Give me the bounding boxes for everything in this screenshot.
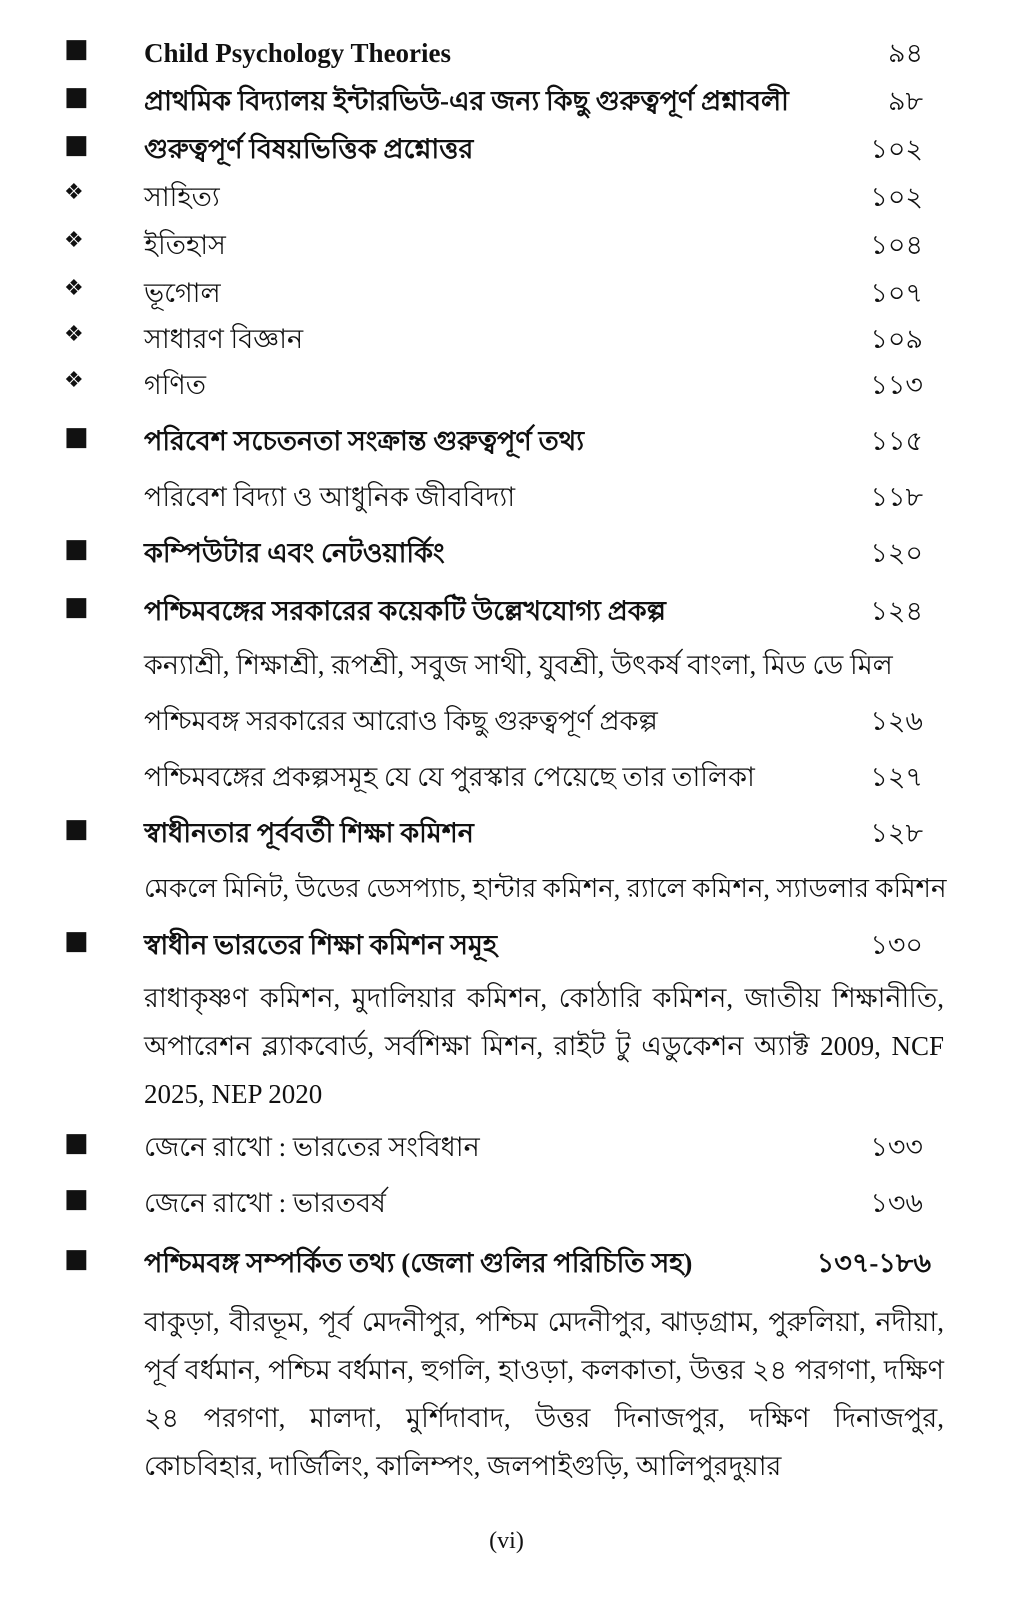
toc-entry-title: প্রাথমিক বিদ্যালয় ইন্টারভিউ-এর জন্য কিছু গুরুত্বপূর্ণ প্রশ্নাবলী: [144, 86, 789, 116]
toc-entry-page: ১২৪: [870, 596, 923, 626]
square-bullet-icon: ■: [64, 592, 89, 622]
toc-entry-page: ১০৪: [870, 230, 923, 260]
toc-entry-page: ৯৮: [887, 86, 923, 116]
toc-entry-title: সাহিত্য: [144, 182, 220, 212]
diamond-bullet-icon: ❖: [64, 180, 84, 205]
toc-entry-page: ১০৭: [870, 278, 923, 308]
toc-entry-title: মেকলে মিনিট, উডের ডেসপ্যাচ, হান্টার কমিশন, র‍্যালে কমিশন, স্যাডলার কমিশন: [144, 874, 947, 903]
commissions-list: রাধাকৃষ্ণণ কমিশন, মুদালিয়ার কমিশন, কোঠারি কমিশন, জাতীয় শিক্ষানীতি, অপারেশন ব্ল্যাকবোর্ড, সর্বশিক্ষা মিশন, রাইট টু এডুকেশন অ্যাক্ট 2009, NCF 2025, NEP 2020: [144, 983, 944, 1109]
toc-entry-title: জেনে রাখো : ভারতবর্ষ: [144, 1188, 386, 1218]
toc-entry-page: ১১৩: [870, 370, 923, 400]
toc-entry-title: কন্যাশ্রী, শিক্ষাশ্রী, রূপশ্রী, সবুজ সাথী, যুবশ্রী, উৎকর্ষ বাংলা, মিড ডে মিল: [144, 650, 893, 680]
toc-entry-title: গণিত: [144, 370, 207, 400]
diamond-bullet-icon: ❖: [64, 276, 84, 301]
toc-entry-title: জেনে রাখো : ভারতের সংবিধান: [144, 1132, 480, 1162]
toc-entry-page: ১৩৭-১৮৬: [816, 1248, 931, 1278]
square-bullet-icon: ■: [64, 814, 89, 844]
toc-entry-page: ১০২: [870, 134, 923, 164]
toc-entry-title: স্বাধীন ভারতের শিক্ষা কমিশন সমূহ: [144, 930, 498, 960]
toc-entry-page: ১৩৩: [870, 1132, 923, 1162]
square-bullet-icon: ■: [64, 1184, 89, 1214]
toc-entry-page: ৯৪: [887, 38, 923, 68]
toc-entry-title: কম্পিউটার এবং নেটওয়ার্কিং: [144, 538, 445, 568]
toc-entry-page: ১১৮: [870, 482, 923, 512]
square-bullet-icon: ■: [64, 1244, 89, 1274]
toc-entry-title: গুরুত্বপূর্ণ বিষয়ভিত্তিক প্রশ্নোত্তর: [144, 134, 474, 164]
toc-entry-page: ১৩০: [870, 930, 923, 960]
toc-entry-title: স্বাধীনতার পূর্ববর্তী শিক্ষা কমিশন: [144, 818, 474, 848]
toc-entry-page: ১১৫: [870, 426, 923, 456]
toc-entry-title: পরিবেশ সচেতনতা সংক্রান্ত গুরুত্বপূর্ণ তথ্য: [144, 426, 585, 456]
toc-entry-title: সাধারণ বিজ্ঞান: [144, 324, 304, 354]
toc-entry-title: পশ্চিমবঙ্গের সরকারের কয়েকটি উল্লেখযোগ্য প্রকল্প: [144, 596, 666, 626]
toc-entry-page: ১২০: [870, 538, 923, 568]
square-bullet-icon: ■: [64, 926, 89, 956]
square-bullet-icon: ■: [64, 534, 89, 564]
toc-entry-page: ১২৬: [870, 706, 923, 736]
toc-entry-title: Child Psychology Theories: [144, 38, 452, 68]
square-bullet-icon: ■: [64, 422, 89, 452]
toc-entry-title: পশ্চিমবঙ্গ সরকারের আরোও কিছু গুরুত্বপূর্ণ প্রকল্প: [144, 706, 658, 736]
diamond-bullet-icon: ❖: [64, 228, 84, 253]
toc-entry-title: পশ্চিমবঙ্গের প্রকল্পসমূহ যে যে পুরস্কার পেয়েছে তার তালিকা: [144, 762, 755, 792]
square-bullet-icon: ■: [64, 82, 89, 112]
toc-entry-page: ১০৯: [870, 324, 923, 354]
toc-entry-page: ১২৭: [870, 762, 923, 792]
toc-entry-page: ১২৮: [870, 818, 923, 848]
toc-entry-title: পশ্চিমবঙ্গ সম্পর্কিত তথ্য (জেলা গুলির পরিচিতি সহ): [144, 1248, 693, 1278]
square-bullet-icon: ■: [64, 34, 89, 64]
districts-list: বাকুড়া, বীরভূম, পূর্ব মেদনীপুর, পশ্চিম মেদনীপুর, ঝাড়গ্রাম, পুরুলিয়া, নদীয়া, পূর্ব বর্ধমান, পশ্চিম বর্ধমান, হুগলি, হাওড়া, কলকাতা, উত্তর ২৪ পরগণা, দক্ষিণ ২৪ পরগণা, মালদা, মুর্শিদাবাদ, উত্তর দিনাজপুর, দক্ষিণ দিনাজপুর, কোচবিহার, দার্জিলিং, কালিম্পং, জলপাইগুড়ি, আলিপুরদুয়ার: [144, 1307, 944, 1481]
toc-entry-page: ১০২: [870, 182, 923, 212]
diamond-bullet-icon: ❖: [64, 322, 84, 347]
diamond-bullet-icon: ❖: [64, 368, 84, 393]
toc-entry-title: পরিবেশ বিদ্যা ও আধুনিক জীববিদ্যা: [144, 482, 516, 512]
square-bullet-icon: ■: [64, 1128, 89, 1158]
toc-entry-title: ভূগোল: [144, 278, 221, 308]
square-bullet-icon: ■: [64, 130, 89, 160]
toc-entry-title: ইতিহাস: [144, 230, 226, 260]
page-number: (vi): [489, 1528, 524, 1554]
toc-entry-page: ১৩৬: [870, 1188, 923, 1218]
